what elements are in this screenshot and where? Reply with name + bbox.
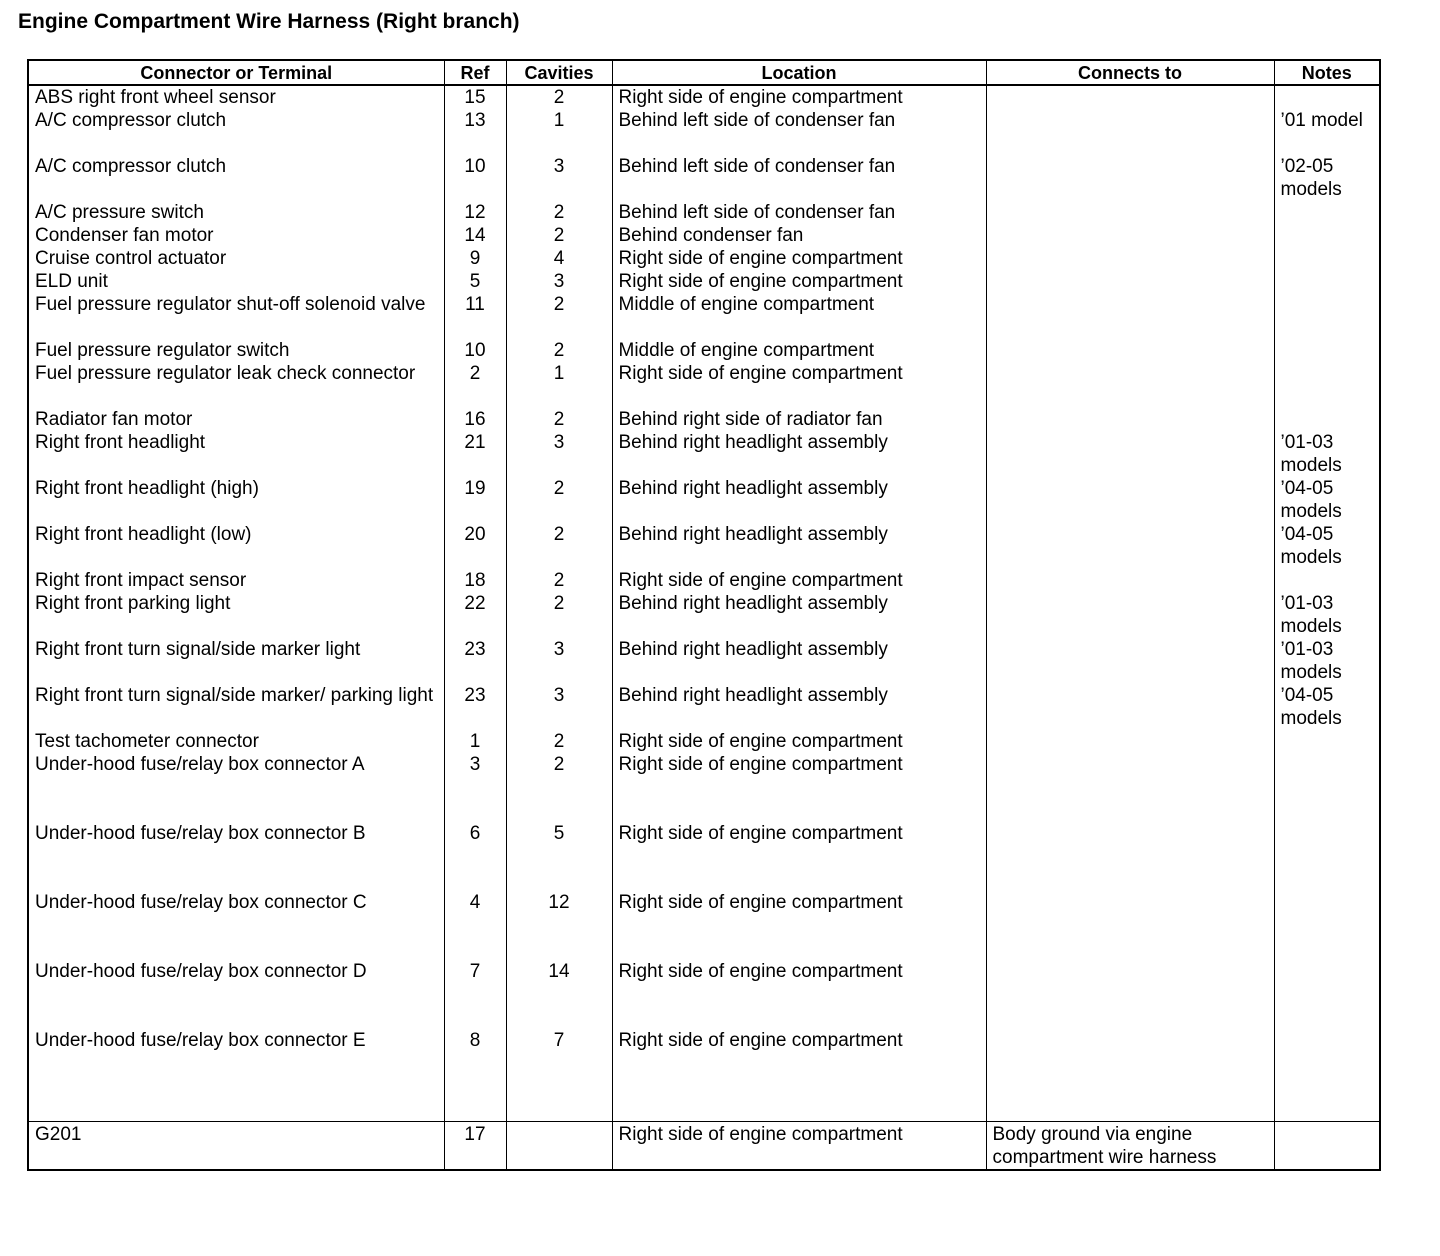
cavities-cell: 3 — [506, 684, 612, 730]
ref-cell: 7 — [444, 960, 506, 1029]
connector-cell: Fuel pressure regulator leak check connector — [28, 362, 444, 408]
notes-cell — [1274, 339, 1380, 362]
notes-cell — [1274, 293, 1380, 339]
cavities-cell: 2 — [506, 224, 612, 247]
cavities-cell: 2 — [506, 523, 612, 569]
column-header-location: Location — [612, 60, 986, 85]
table-row — [28, 638, 1380, 684]
table-row — [28, 477, 1380, 523]
location-cell: Behind right headlight assembly — [612, 523, 986, 569]
location-cell: Right side of engine compartment — [612, 362, 986, 408]
connects-to-cell — [986, 638, 1274, 684]
connects-to-cell — [986, 1029, 1274, 1122]
cavities-cell: 3 — [506, 431, 612, 477]
notes-cell: ’01-03 models — [1274, 592, 1380, 638]
table-row — [28, 523, 1380, 569]
connector-cell: Right front headlight — [28, 431, 444, 477]
notes-cell — [1274, 822, 1380, 891]
cavities-cell: 12 — [506, 891, 612, 960]
table-row — [28, 408, 1380, 431]
ref-cell: 8 — [444, 1029, 506, 1122]
header-row — [28, 60, 1380, 85]
table-row — [28, 362, 1380, 408]
table-row — [28, 1029, 1380, 1122]
connects-to-cell — [986, 523, 1274, 569]
location-cell: Behind left side of condenser fan — [612, 109, 986, 155]
connector-cell: Right front turn signal/side marker/ parking light — [28, 684, 444, 730]
connects-to-cell — [986, 408, 1274, 431]
table-body — [28, 85, 1380, 1170]
connects-to-cell: Body ground via engine compartment wire harness — [986, 1122, 1274, 1171]
ref-cell: 17 — [444, 1122, 506, 1171]
ref-cell: 21 — [444, 431, 506, 477]
connector-cell: Under-hood fuse/relay box connector B — [28, 822, 444, 891]
cavities-cell: 14 — [506, 960, 612, 1029]
connector-cell: A/C compressor clutch — [28, 109, 444, 155]
notes-cell: ’04-05 models — [1274, 684, 1380, 730]
connects-to-cell — [986, 960, 1274, 1029]
cavities-cell: 1 — [506, 109, 612, 155]
cavities-cell: 2 — [506, 730, 612, 753]
connector-cell: Right front parking light — [28, 592, 444, 638]
table-row — [28, 891, 1380, 960]
notes-cell — [1274, 960, 1380, 1029]
connects-to-cell — [986, 85, 1274, 109]
connects-to-cell — [986, 224, 1274, 247]
cavities-cell: 2 — [506, 339, 612, 362]
cavities-cell: 3 — [506, 270, 612, 293]
location-cell: Middle of engine compartment — [612, 293, 986, 339]
cavities-cell: 2 — [506, 592, 612, 638]
connector-cell: Right front impact sensor — [28, 569, 444, 592]
location-cell: Right side of engine compartment — [612, 247, 986, 270]
notes-cell — [1274, 85, 1380, 109]
connects-to-cell — [986, 109, 1274, 155]
cavities-cell: 1 — [506, 362, 612, 408]
connects-to-cell — [986, 247, 1274, 270]
ref-cell: 14 — [444, 224, 506, 247]
ref-cell: 5 — [444, 270, 506, 293]
connector-cell: Under-hood fuse/relay box connector E — [28, 1029, 444, 1122]
ref-cell: 12 — [444, 201, 506, 224]
notes-cell — [1274, 730, 1380, 753]
table-row — [28, 224, 1380, 247]
cavities-cell: 2 — [506, 293, 612, 339]
connects-to-cell — [986, 477, 1274, 523]
table-row — [28, 85, 1380, 109]
column-header-notes: Notes — [1274, 60, 1380, 85]
table-row — [28, 822, 1380, 891]
connects-to-cell — [986, 155, 1274, 201]
location-cell: Behind right headlight assembly — [612, 592, 986, 638]
ref-cell: 4 — [444, 891, 506, 960]
cavities-cell: 7 — [506, 1029, 612, 1122]
connector-cell: Fuel pressure regulator switch — [28, 339, 444, 362]
connects-to-cell — [986, 201, 1274, 224]
connects-to-cell — [986, 684, 1274, 730]
cavities-cell: 5 — [506, 822, 612, 891]
location-cell: Behind right headlight assembly — [612, 638, 986, 684]
location-cell: Behind left side of condenser fan — [612, 201, 986, 224]
notes-cell: ’04-05 models — [1274, 523, 1380, 569]
table-row — [28, 431, 1380, 477]
notes-cell — [1274, 270, 1380, 293]
notes-cell: ’01-03 models — [1274, 638, 1380, 684]
ref-cell: 11 — [444, 293, 506, 339]
column-header-connector: Connector or Terminal — [28, 60, 444, 85]
ground-table-row — [28, 1122, 1380, 1171]
ref-cell: 10 — [444, 155, 506, 201]
ref-cell: 19 — [444, 477, 506, 523]
notes-cell: ’01-03 models — [1274, 431, 1380, 477]
ref-cell: 1 — [444, 730, 506, 753]
page-title: Engine Compartment Wire Harness (Right branch) — [18, 10, 520, 33]
notes-cell — [1274, 362, 1380, 408]
ref-cell: 16 — [444, 408, 506, 431]
notes-cell: ’02-05 models — [1274, 155, 1380, 201]
ref-cell: 15 — [444, 85, 506, 109]
notes-cell — [1274, 247, 1380, 270]
location-cell: Middle of engine compartment — [612, 339, 986, 362]
connector-cell: Radiator fan motor — [28, 408, 444, 431]
connects-to-cell — [986, 293, 1274, 339]
location-cell: Behind right headlight assembly — [612, 477, 986, 523]
table-row — [28, 293, 1380, 339]
cavities-cell — [506, 1122, 612, 1171]
connects-to-cell — [986, 891, 1274, 960]
location-cell: Right side of engine compartment — [612, 753, 986, 822]
connects-to-cell — [986, 569, 1274, 592]
cavities-cell: 3 — [506, 638, 612, 684]
connector-cell: Condenser fan motor — [28, 224, 444, 247]
column-header-ref: Ref — [444, 60, 506, 85]
ref-cell: 13 — [444, 109, 506, 155]
ref-cell: 6 — [444, 822, 506, 891]
connector-cell: Cruise control actuator — [28, 247, 444, 270]
connector-cell: Right front headlight (low) — [28, 523, 444, 569]
connector-cell: ELD unit — [28, 270, 444, 293]
connects-to-cell — [986, 592, 1274, 638]
connects-to-cell — [986, 730, 1274, 753]
location-cell: Behind right side of radiator fan — [612, 408, 986, 431]
connector-cell: Under-hood fuse/relay box connector C — [28, 891, 444, 960]
location-cell: Right side of engine compartment — [612, 730, 986, 753]
cavities-cell: 2 — [506, 753, 612, 822]
notes-cell: ’01 model — [1274, 109, 1380, 155]
notes-cell — [1274, 201, 1380, 224]
table-row — [28, 753, 1380, 822]
connector-cell: A/C pressure switch — [28, 201, 444, 224]
notes-cell — [1274, 569, 1380, 592]
connects-to-cell — [986, 339, 1274, 362]
notes-cell — [1274, 753, 1380, 822]
notes-cell — [1274, 1029, 1380, 1122]
connector-cell: Right front turn signal/side marker light — [28, 638, 444, 684]
ref-cell: 3 — [444, 753, 506, 822]
connector-cell: G201 — [28, 1122, 444, 1171]
table-row — [28, 270, 1380, 293]
table-row — [28, 730, 1380, 753]
cavities-cell: 2 — [506, 408, 612, 431]
cavities-cell: 2 — [506, 477, 612, 523]
connector-cell: Under-hood fuse/relay box connector A — [28, 753, 444, 822]
connects-to-cell — [986, 362, 1274, 408]
ref-cell: 10 — [444, 339, 506, 362]
location-cell: Right side of engine compartment — [612, 891, 986, 960]
cavities-cell: 2 — [506, 201, 612, 224]
column-header-cavities: Cavities — [506, 60, 612, 85]
table-row — [28, 592, 1380, 638]
notes-cell — [1274, 1122, 1380, 1171]
table-row — [28, 109, 1380, 155]
table-row — [28, 201, 1380, 224]
connects-to-cell — [986, 431, 1274, 477]
connector-cell: Fuel pressure regulator shut-off solenoid valve — [28, 293, 444, 339]
location-cell: Right side of engine compartment — [612, 270, 986, 293]
notes-cell — [1274, 891, 1380, 960]
location-cell: Behind left side of condenser fan — [612, 155, 986, 201]
connector-cell: Right front headlight (high) — [28, 477, 444, 523]
cavities-cell: 2 — [506, 85, 612, 109]
cavities-cell: 2 — [506, 569, 612, 592]
table-row — [28, 569, 1380, 592]
table-row — [28, 960, 1380, 1029]
location-cell: Right side of engine compartment — [612, 960, 986, 1029]
ref-cell: 23 — [444, 638, 506, 684]
connector-cell: ABS right front wheel sensor — [28, 85, 444, 109]
column-header-connects-to: Connects to — [986, 60, 1274, 85]
ref-cell: 22 — [444, 592, 506, 638]
connects-to-cell — [986, 753, 1274, 822]
table-row — [28, 155, 1380, 201]
connects-to-cell — [986, 270, 1274, 293]
ref-cell: 2 — [444, 362, 506, 408]
location-cell: Behind condenser fan — [612, 224, 986, 247]
connector-cell: A/C compressor clutch — [28, 155, 444, 201]
notes-cell — [1274, 408, 1380, 431]
connector-cell: Under-hood fuse/relay box connector D — [28, 960, 444, 1029]
connects-to-cell — [986, 822, 1274, 891]
ref-cell: 20 — [444, 523, 506, 569]
connector-cell: Test tachometer connector — [28, 730, 444, 753]
location-cell: Behind right headlight assembly — [612, 684, 986, 730]
notes-cell — [1274, 224, 1380, 247]
location-cell: Behind right headlight assembly — [612, 431, 986, 477]
connector-table — [27, 59, 1381, 1171]
ref-cell: 18 — [444, 569, 506, 592]
table-row — [28, 339, 1380, 362]
location-cell: Right side of engine compartment — [612, 569, 986, 592]
location-cell: Right side of engine compartment — [612, 85, 986, 109]
notes-cell: ’04-05 models — [1274, 477, 1380, 523]
table-row — [28, 684, 1380, 730]
ref-cell: 23 — [444, 684, 506, 730]
cavities-cell: 3 — [506, 155, 612, 201]
ref-cell: 9 — [444, 247, 506, 270]
location-cell: Right side of engine compartment — [612, 1029, 986, 1122]
table-row — [28, 247, 1380, 270]
cavities-cell: 4 — [506, 247, 612, 270]
location-cell: Right side of engine compartment — [612, 822, 986, 891]
location-cell: Right side of engine compartment — [612, 1122, 986, 1171]
